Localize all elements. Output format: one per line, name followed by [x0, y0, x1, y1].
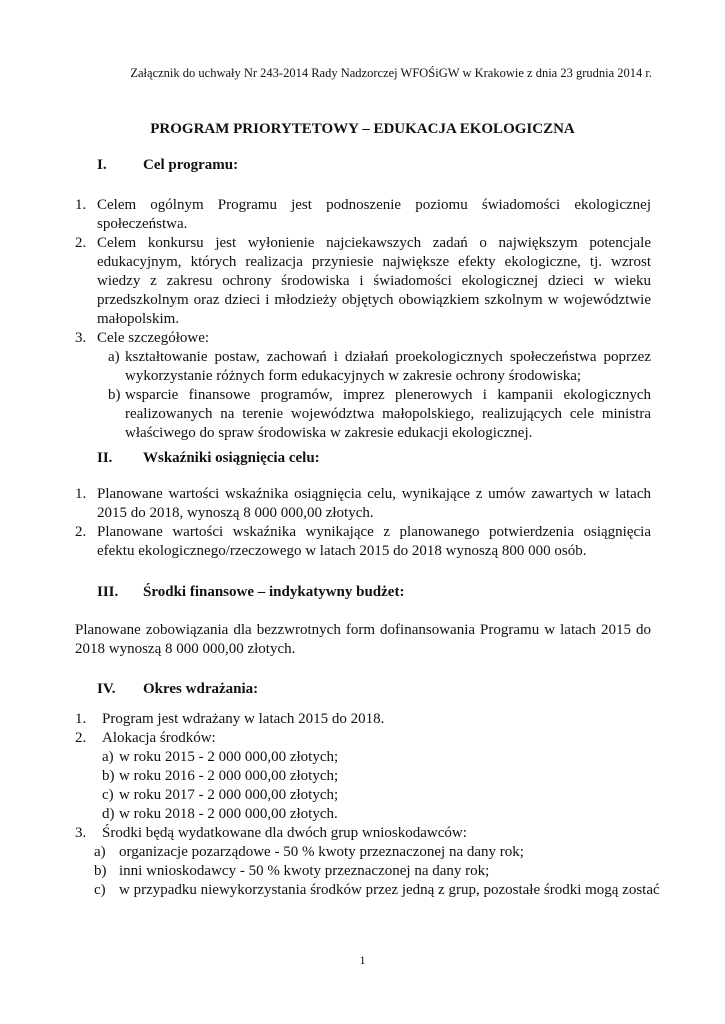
sub-item-text: w roku 2015 - 2 000 000,00 złotych;	[119, 749, 339, 765]
applicant-groups-list	[94, 843, 660, 900]
sub-item-letter: c)	[102, 787, 114, 803]
page-number: 1	[359, 953, 366, 967]
sub-item-letter: a)	[102, 749, 114, 765]
section-title: Okres wdrażania:	[143, 681, 259, 697]
list-item	[75, 710, 651, 729]
sub-list-item	[97, 348, 651, 386]
sub-item-text: wsparcie finansowe programów, imprez plenerowych i kampanii ekologicznych realizowanych na terenie województwa małopolskiego, realizujących cele ministra właściwego do spraw środowiska w zakresie edukacji ekologicznej.	[125, 387, 651, 441]
list-item	[75, 485, 651, 523]
list-item	[75, 824, 660, 900]
item-number: 2.	[75, 235, 87, 251]
section-2-list	[75, 485, 651, 561]
document-title: PROGRAM PRIORYTETOWY – EDUKACJA EKOLOGICZNA	[150, 121, 575, 137]
sub-item-letter: d)	[102, 806, 115, 822]
attachment-header: Załącznik do uchwały Nr 243-2014 Rady Nadzorczej WFOŚiGW w Krakowie z dnia 23 grudnia 2014 r.	[130, 66, 652, 80]
item-number: 1.	[75, 197, 87, 213]
list-item	[75, 729, 651, 824]
section-4-list	[75, 710, 660, 900]
sub-item-text: kształtowanie postaw, zachowań i działań proekologicznych społeczeństwa poprzez wykorzystanie różnych form edukacyjnych w zakresie ochrony środowiska;	[125, 349, 651, 384]
list-item	[75, 196, 651, 234]
sub-item-letter: b)	[94, 863, 107, 879]
sub-list	[97, 348, 651, 443]
sub-item-text: w roku 2018 - 2 000 000,00 złotych.	[119, 806, 338, 822]
item-number: 2.	[75, 730, 87, 746]
item-number: 1.	[75, 486, 87, 502]
item-text: Alokacja środków:	[102, 730, 216, 746]
item-text: Celem konkursu jest wyłonienie najciekawszych zadań o największym potencjale edukacyjnym, których realizacja przyniesie największe efekty ekologiczne, tj. wzrost wiedzy z zakresu ochrony środowiska i świadomości ekologicznej dzieci w wieku przedszkolnym oraz dzieci i młodzieży objętych obowiązkiem szkolnym w województwie małopolskim.	[97, 235, 651, 327]
sub-item-letter: c)	[94, 882, 106, 898]
sub-item-letter: b)	[108, 387, 121, 403]
sub-item-text: inni wnioskodawcy - 50 % kwoty przeznaczonej na dany rok;	[119, 863, 490, 879]
section-number: I.	[97, 157, 107, 173]
item-text: Planowane wartości wskaźnika osiągnięcia celu, wynikające z umów zawartych w latach 2015 do 2018, wynoszą 8 000 000,00 złotych.	[97, 486, 651, 521]
section-1-list	[75, 196, 651, 443]
sub-list-item	[97, 386, 651, 443]
sub-list-item	[94, 843, 651, 862]
section-title: Środki finansowe – indykatywny budżet:	[143, 584, 405, 600]
sub-item-letter: a)	[94, 844, 106, 860]
item-text: Środki będą wydatkowane dla dwóch grup wnioskodawców:	[102, 825, 467, 841]
list-item	[75, 523, 651, 561]
section-number: III.	[97, 584, 119, 600]
sub-list-item	[94, 862, 651, 881]
section-number: II.	[97, 450, 113, 466]
sub-list-item	[102, 748, 651, 767]
sub-item-text: w przypadku niewykorzystania środków przez jedną z grup, pozostałe środki mogą zostać	[119, 882, 660, 898]
sub-item-text: organizacje pozarządowe - 50 % kwoty przeznaczonej na dany rok;	[119, 844, 524, 860]
sub-item-text: w roku 2016 - 2 000 000,00 złotych;	[119, 768, 339, 784]
item-number: 1.	[75, 711, 87, 727]
section-title: Wskaźniki osiągnięcia celu:	[143, 450, 320, 466]
item-text: Program jest wdrażany w latach 2015 do 2018.	[102, 711, 385, 727]
sub-list-item	[102, 767, 651, 786]
section-number: IV.	[97, 681, 116, 697]
sub-item-letter: b)	[102, 768, 115, 784]
item-text: Celem ogólnym Programu jest podnoszenie poziomu świadomości ekologicznej społeczeństwa.	[97, 197, 651, 232]
item-number: 3.	[75, 825, 87, 841]
list-item	[75, 234, 651, 329]
budget-paragraph: Planowane zobowiązania dla bezzwrotnych form dofinansowania Programu w latach 2015 do 2018 wynoszą 8 000 000,00 złotych.	[75, 622, 651, 657]
list-item	[75, 329, 651, 443]
sub-list-item	[102, 805, 651, 824]
sub-list-item	[94, 881, 660, 900]
allocation-list	[102, 748, 651, 824]
sub-list-item	[102, 786, 651, 805]
item-text: Cele szczegółowe:	[97, 330, 210, 346]
item-number: 3.	[75, 330, 87, 346]
section-title: Cel programu:	[143, 157, 239, 173]
item-number: 2.	[75, 524, 87, 540]
item-text: Planowane wartości wskaźnika wynikające z planowanego potwierdzenia osiągnięcia efektu ekologicznego/rzeczowego w latach 2015 do 2018 wynoszą 800 000 osób.	[97, 524, 651, 559]
sub-item-letter: a)	[108, 349, 120, 365]
sub-item-text: w roku 2017 - 2 000 000,00 złotych;	[119, 787, 339, 803]
